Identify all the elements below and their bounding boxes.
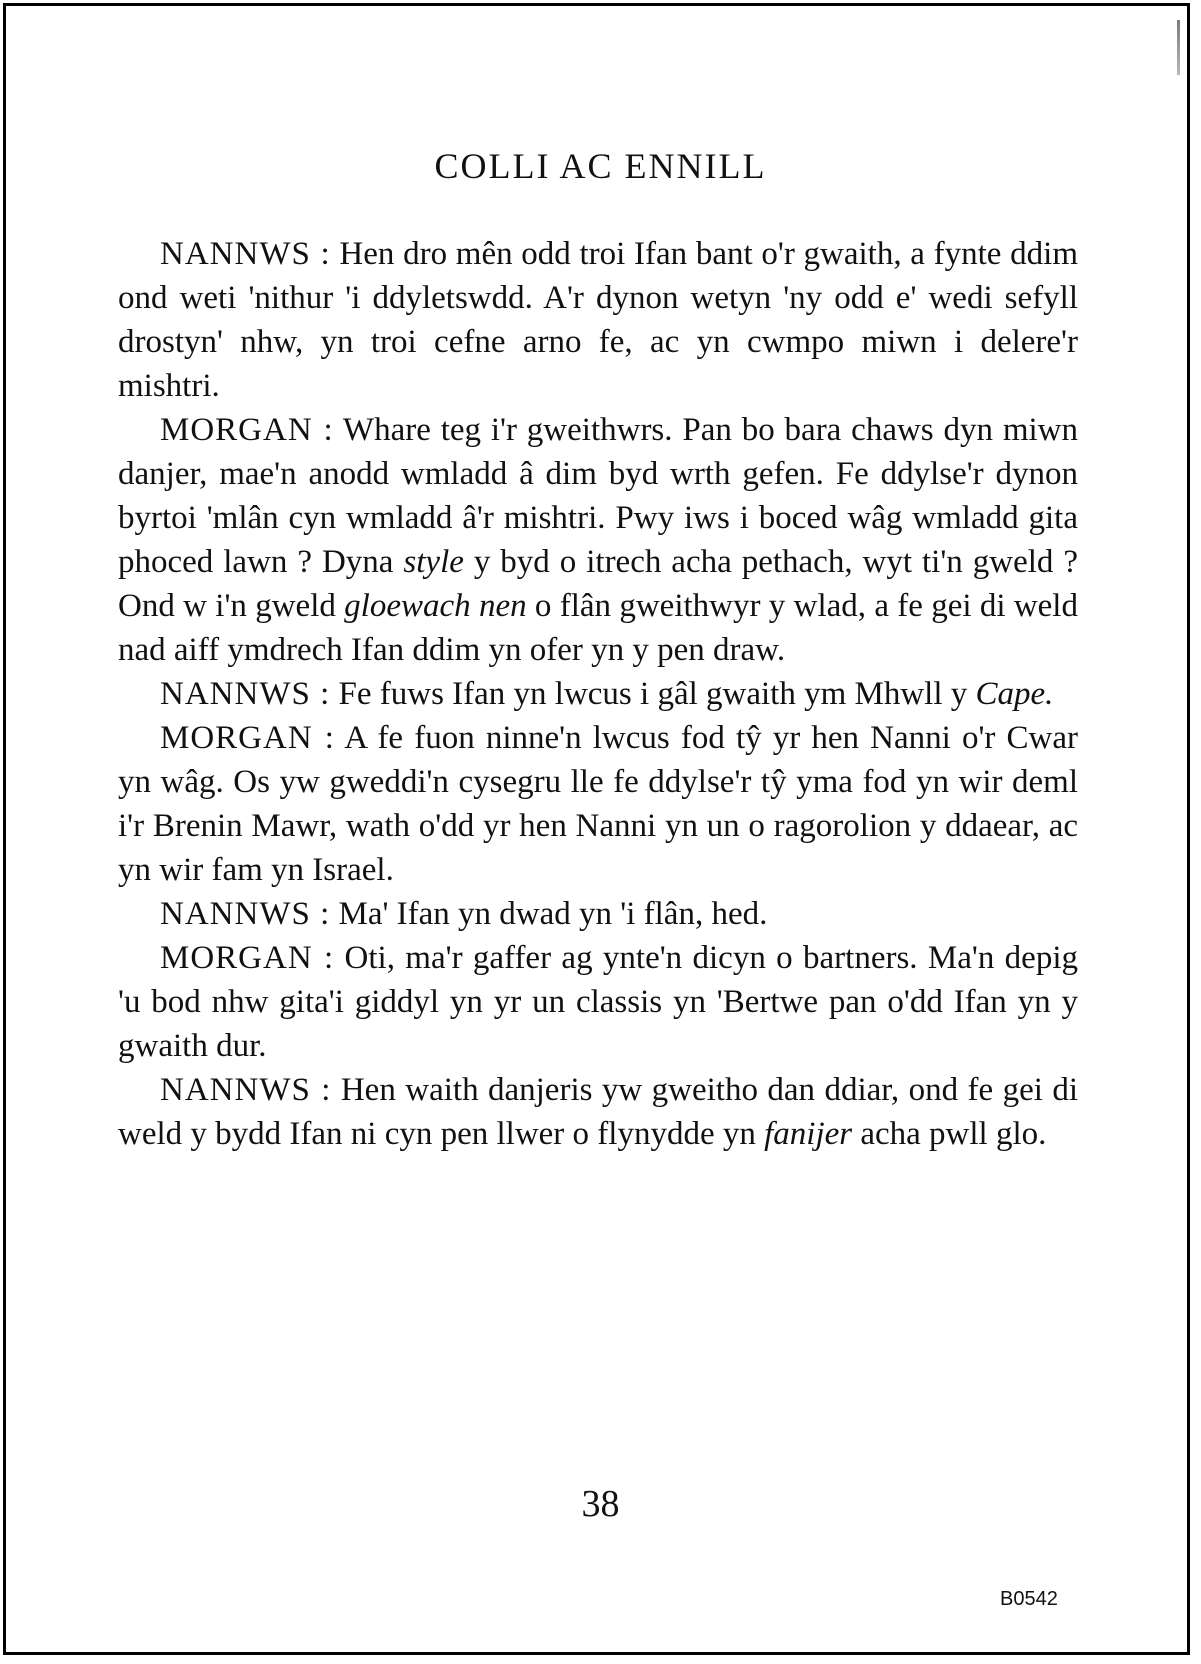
speaker-name: NANNWS : (160, 1072, 332, 1108)
speaker-name: NANNWS : (160, 236, 331, 272)
dialogue-line: Hen dro mên odd troi Ifan bant o'r gwaith, a fynte ddim ond weti 'nithur 'i ddyletswdd. A'r dynon wetyn 'ny odd e' wedi sefyll drostyn' nhw, yn troi cefne arno fe, ac yn cwmpo miwn i delere'r mishtri. (118, 236, 1078, 404)
speaker-name: MORGAN : (160, 412, 334, 448)
dialogue-line: Hen waith danjeris yw gweitho dan ddiar, ond fe gei di weld y bydd Ifan ni cyn pen llwer o flynydde yn (118, 1072, 1078, 1152)
dialogue-paragraph (118, 408, 1078, 672)
speaker-name: MORGAN : (160, 720, 335, 756)
dialogue-line: Fe fuws Ifan yn lwcus i gâl gwaith ym Mhwll y (330, 676, 976, 712)
dialogue-line: A fe fuon ninne'n lwcus fod tŷ yr hen Nanni o'r Cwar yn wâg. Os yw gweddi'n cysegru lle fe ddylse'r tŷ yma fod yn wir deml i'r Brenin Mawr, wath o'dd yr hen Nanni yn un o ragorolion y ddaear, ac yn wir fam yn Israel. (118, 720, 1078, 888)
dialogue-line: Oti, ma'r gaffer ag ynte'n dicyn o bartners. Ma'n depig 'u bod nhw gita'i giddyl yn yr un classis yn 'Bertwe pan o'dd Ifan yn y gwaith dur. (118, 940, 1078, 1064)
italic-phrase: gloewach nen (344, 588, 527, 624)
speaker-name: NANNWS : (160, 676, 331, 712)
dialogue-line: o flân gweithwyr y wlad, a fe gei di weld nad aiff ymdrech Ifan ddim yn ofer yn y pen draw. (118, 588, 1078, 668)
dialogue-paragraph (118, 716, 1078, 892)
dialogue-paragraph (118, 672, 1078, 716)
dialogue-paragraph (118, 1068, 1078, 1156)
dialogue-text (118, 232, 1078, 1156)
italic-phrase: fanijer (764, 1116, 853, 1152)
speaker-name: NANNWS : (160, 896, 331, 932)
dialogue-line: acha pwll glo. (852, 1116, 1047, 1152)
dialogue-line: Whare teg i'r gweithwrs. Pan bo bara chaws dyn miwn danjer, mae'n anodd wmladd â dim byd wrth gefen. Fe ddylse'r dynon byrtoi 'mlân cyn wmladd â'r mishtri. Pwy iws i boced wâg wmladd gita phoced lawn ? Dyna (118, 412, 1078, 580)
dialogue-paragraph (118, 892, 1078, 936)
italic-phrase: Cape. (975, 676, 1054, 712)
dialogue-paragraph (118, 936, 1078, 1068)
catalog-code: B0542 (1000, 1588, 1058, 1610)
page-number: 38 (581, 1483, 620, 1525)
page-title: COLLI AC ENNILL (434, 146, 767, 186)
dialogue-line: y byd o itrech acha pethach, wyt ti'n gweld ? Ond w i'n gweld (118, 544, 1078, 624)
scan-edge-mark (1177, 20, 1180, 75)
speaker-name: MORGAN : (160, 940, 335, 976)
dialogue-paragraph (118, 232, 1078, 408)
dialogue-line: Ma' Ifan yn dwad yn 'i flân, hed. (330, 896, 768, 932)
italic-phrase: style (403, 544, 464, 580)
